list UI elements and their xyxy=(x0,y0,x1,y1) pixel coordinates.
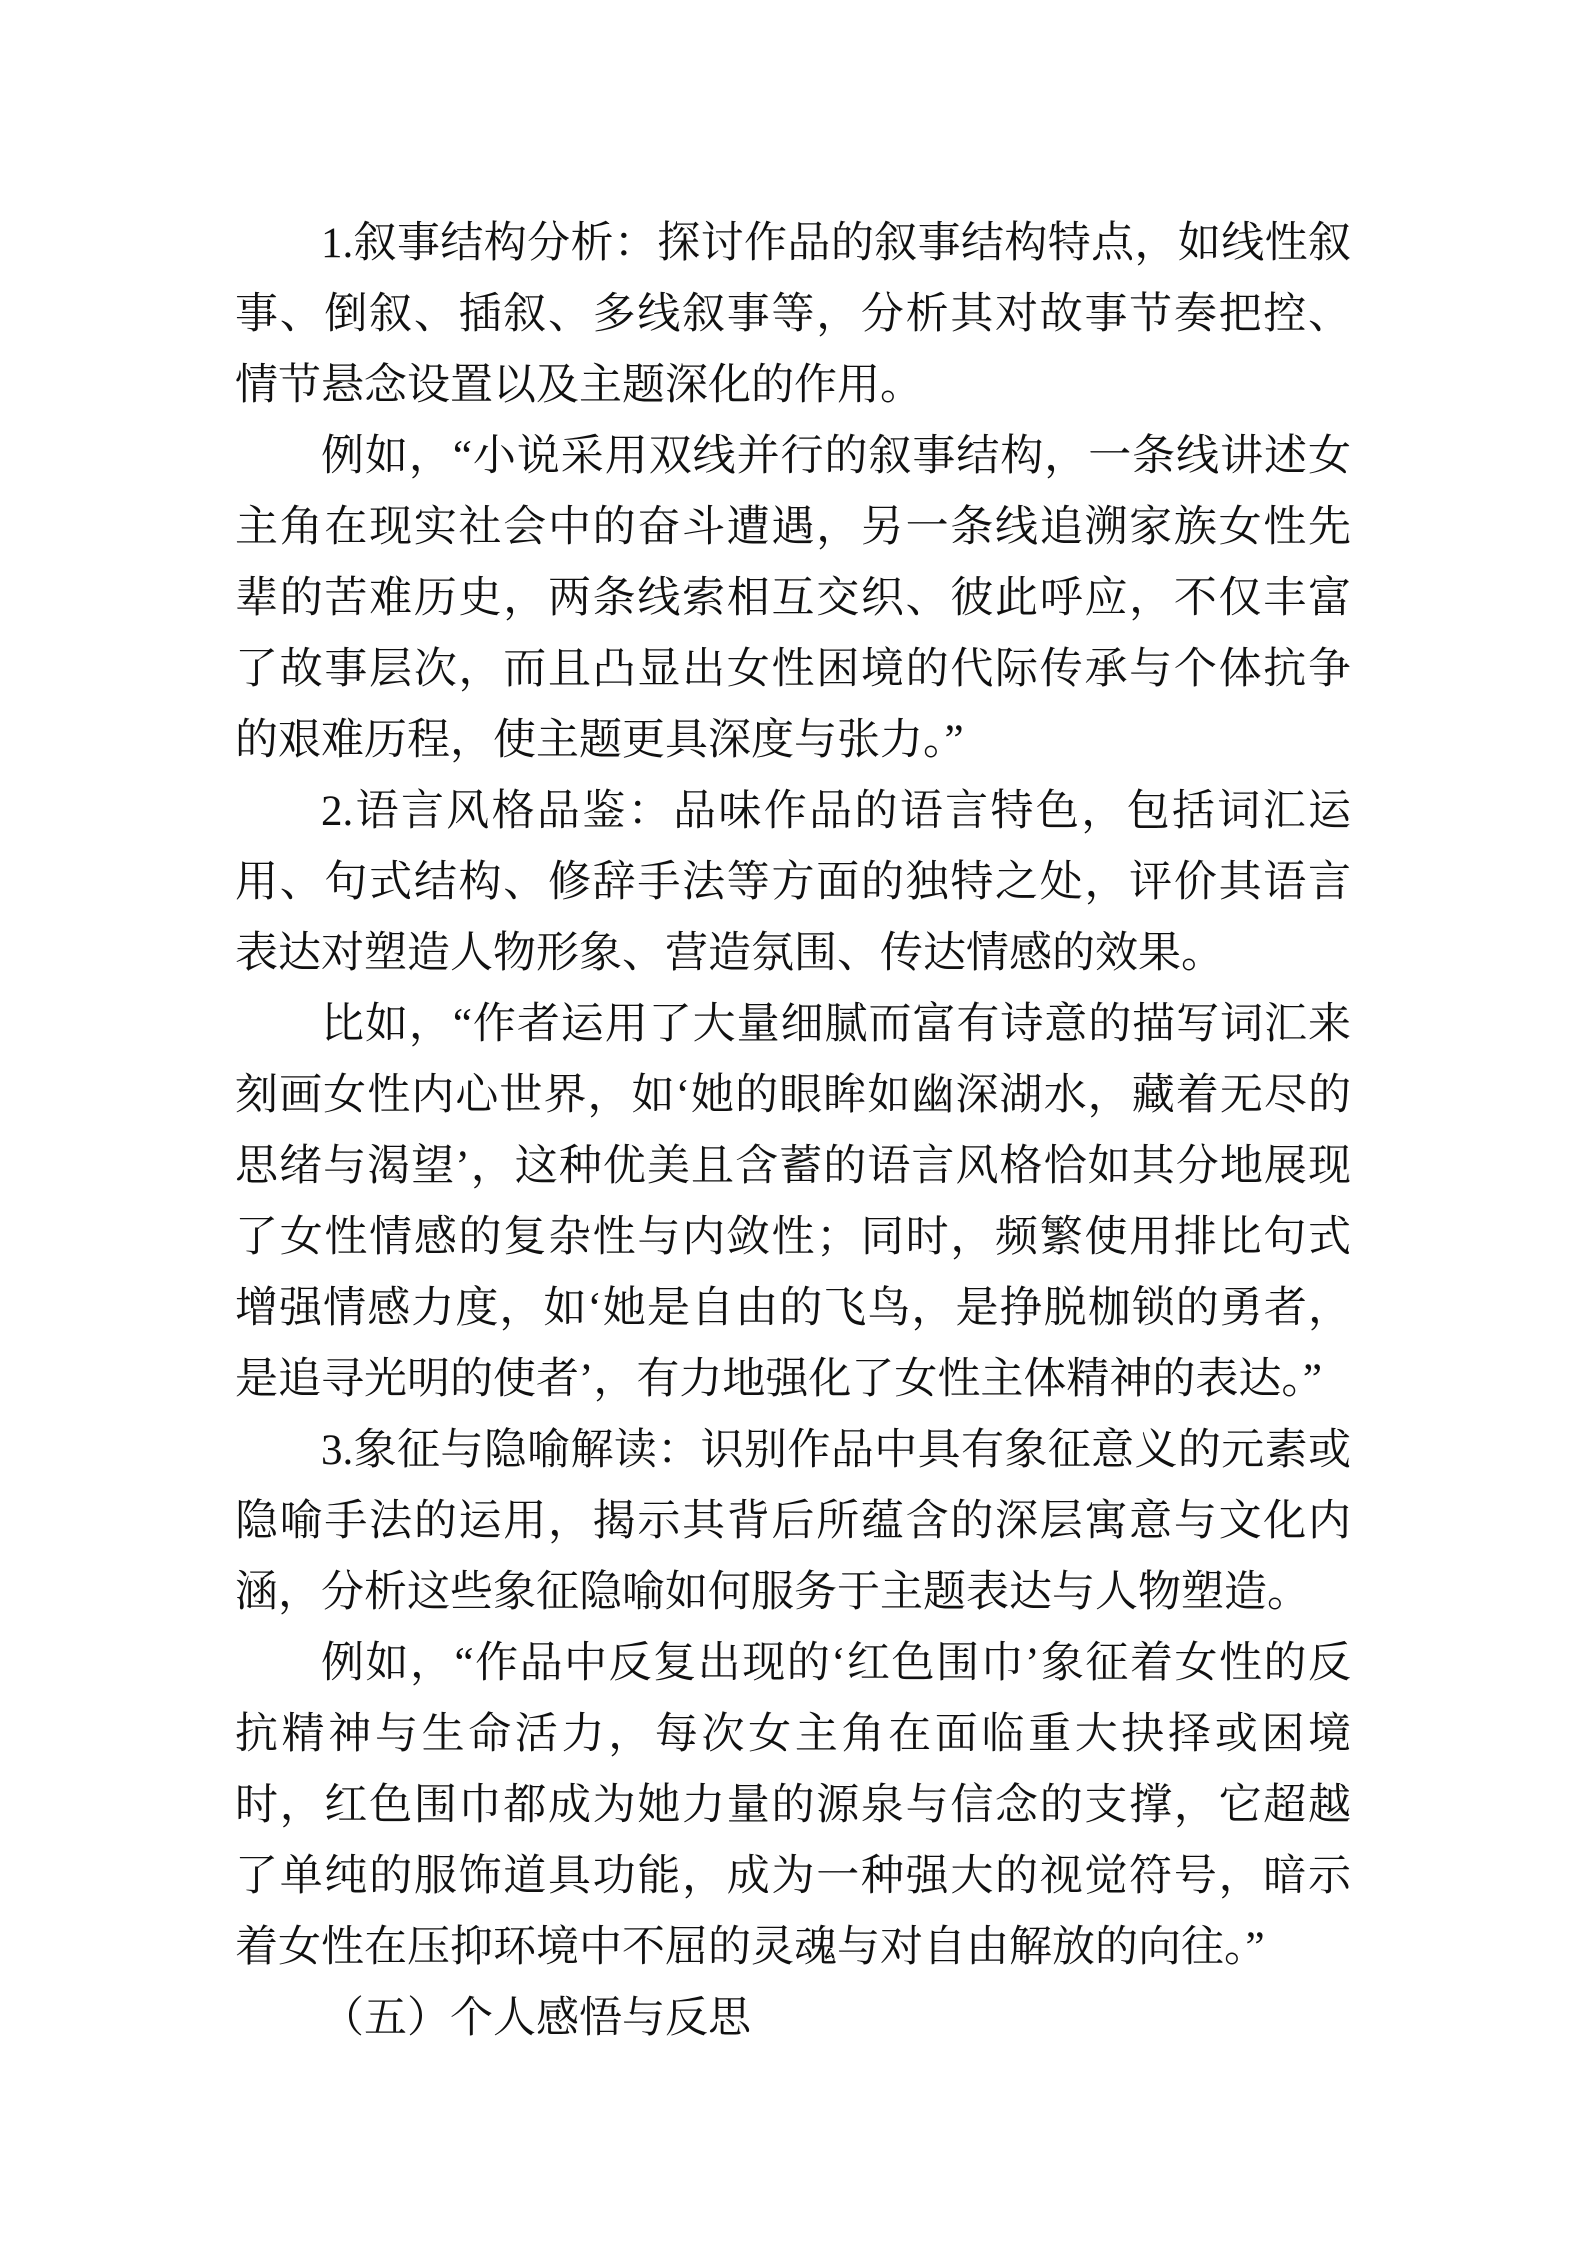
paragraph-point1-example: 例如，“小说采用双线并行的叙事结构，一条线讲述女主角在现实社会中的奋斗遭遇，另一条线追溯家族女性先辈的苦难历史，两条线索相互交织、彼此呼应，不仅丰富了故事层次，而且凸显出女性困境的代际传承与个体抗争的艰难历程，使主题更具深度与张力。” xyxy=(235,433,1351,764)
paragraph-point3-example: 例如，“作品中反复出现的‘红色围巾’象征着女性的反抗精神与生命活力，每次女主角在面临重大抉择或困境时，红色围巾都成为她力量的源泉与信念的支撑，它超越了单纯的服饰道具功能，成为一种强大的视觉符号，暗示着女性在压抑环境中不屈的灵魂与对自由解放的向往。” xyxy=(235,1640,1351,1971)
paragraph-point2-example: 比如，“作者运用了大量细腻而富有诗意的描写词汇来刻画女性内心世界，如‘她的眼眸如幽深湖水，藏着无尽的思绪与渴望’，这种优美且含蓄的语言风格恰如其分地展现了女性情感的复杂性与内敛性；同时，频繁使用排比句式增强情感力度，如‘她是自由的飞鸟，是挣脱枷锁的勇者，是追寻光明的使者’，有力地强化了女性主体精神的表达。” xyxy=(235,1001,1351,1403)
paragraph-section5-heading: （五）个人感悟与反思 xyxy=(321,1995,751,2042)
paragraph-point1-narrative-structure: 1.叙事结构分析：探讨作品的叙事结构特点，如线性叙事、倒叙、插叙、多线叙事等，分析其对故事节奏把控、情节悬念设置以及主题深化的作用。 xyxy=(235,220,1351,409)
paragraph-point3-symbol-metaphor: 3.象征与隐喻解读：识别作品中具有象征意义的元素或隐喻手法的运用，揭示其背后所蕴含的深层寓意与文化内涵，分析这些象征隐喻如何服务于主题表达与人物塑造。 xyxy=(235,1427,1351,1616)
paragraph-point2-language-style: 2.语言风格品鉴：品味作品的语言特色，包括词汇运用、句式结构、修辞手法等方面的独特之处，评价其语言表达对塑造人物形象、营造氛围、传达情感的效果。 xyxy=(235,788,1351,977)
document-body xyxy=(235,208,1351,2054)
